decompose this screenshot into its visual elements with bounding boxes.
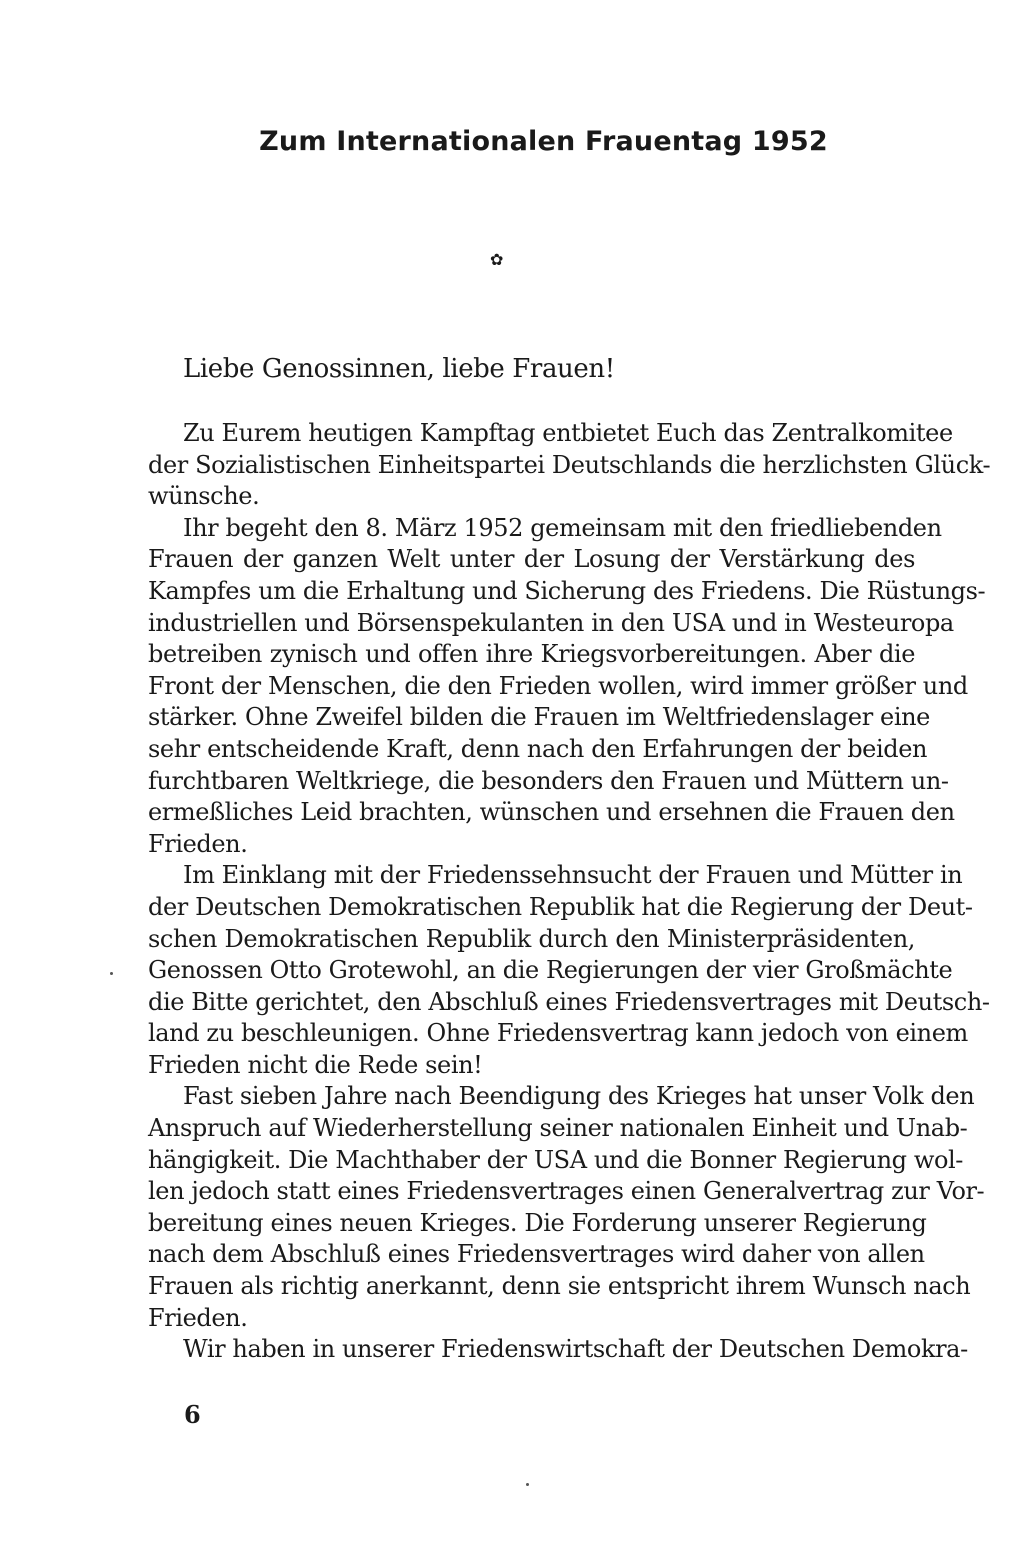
text-line: Genossen Otto Grotewohl, an die Regierungen der vier Großmächte <box>148 956 953 985</box>
text-line: Front der Menschen, die den Frieden wollen, wird immer größer und <box>148 671 968 700</box>
text-line: der Sozialistischen Einheitspartei Deutschlands die herzlichsten Glück- <box>148 450 991 479</box>
text-line: Frieden nicht die Rede sein! <box>148 1050 483 1079</box>
text-line: der Deutschen Demokratischen Republik hat die Regierung der Deut- <box>148 892 973 921</box>
paragraph <box>148 418 991 513</box>
print-speck <box>110 972 113 975</box>
text-line: Ihr begeht den 8. März 1952 gemeinsam mit den friedliebenden <box>183 513 942 542</box>
paragraph <box>148 513 986 861</box>
text-line: furchtbaren Weltkriege, die besonders den Frauen und Müttern un- <box>148 766 949 795</box>
paragraph <box>148 860 990 1081</box>
text-line: ermeßliches Leid brachten, wünschen und ersehnen die Frauen den <box>148 798 955 827</box>
text-line: stärker. Ohne Zweifel bilden die Frauen im Weltfriedenslager eine <box>148 703 930 732</box>
text-line: Fast sieben Jahre nach Beendigung des Krieges hat unser Volk den <box>183 1082 975 1111</box>
flower-ornament-icon: ✿ <box>490 250 504 269</box>
text-line: Wir haben in unserer Friedenswirtschaft der Deutschen Demokra- <box>183 1335 968 1364</box>
text-line: hängigkeit. Die Machthaber der USA und die Bonner Regierung wol- <box>148 1145 964 1174</box>
text-line: schen Demokratischen Republik durch den Ministerpräsidenten, <box>148 924 915 953</box>
text-line: Zu Eurem heutigen Kampftag entbietet Euch das Zentralkomitee <box>183 419 953 447</box>
text-line: betreiben zynisch und offen ihre Kriegsvorbereitungen. Aber die <box>148 640 915 669</box>
text-line: Frieden. <box>148 1303 248 1332</box>
page-number: 6 <box>184 1400 201 1429</box>
text-line: bereitung eines neuen Krieges. Die Forderung unserer Regierung <box>148 1208 927 1237</box>
salutation: Liebe Genossinnen, liebe Frauen! <box>183 354 615 384</box>
text-line: industriellen und Börsenspekulanten in den USA und in Westeuropa <box>148 608 954 637</box>
paragraph <box>148 1081 985 1334</box>
text-line: len jedoch statt eines Friedensvertrages einen Generalvertrag zur Vor- <box>148 1177 985 1206</box>
text-line: Im Einklang mit der Friedenssehnsucht der Frauen und Mütter in <box>183 861 963 890</box>
text-line: Frauen der ganzen Welt unter der Losung der Verstärkung des <box>148 545 915 574</box>
print-speck <box>526 1483 529 1486</box>
text-line: nach dem Abschluß eines Friedensvertrages wird daher von allen <box>148 1240 925 1269</box>
document-title: Zum Internationalen Frauentag 1952 <box>259 126 828 157</box>
text-line: Kampfes um die Erhaltung und Sicherung des Friedens. Die Rüstungs- <box>148 576 986 605</box>
paragraph <box>148 1334 968 1366</box>
text-line: Frieden. <box>148 829 248 858</box>
text-line: land zu beschleunigen. Ohne Friedensvertrag kann jedoch von einem <box>148 1019 968 1048</box>
body-text <box>148 418 991 1366</box>
text-line: sehr entscheidende Kraft, denn nach den Erfahrungen der beiden <box>148 734 928 763</box>
text-line: Anspruch auf Wiederherstellung seiner nationalen Einheit und Unab- <box>148 1114 968 1143</box>
text-line: wünsche. <box>148 482 260 511</box>
text-line: Frauen als richtig anerkannt, denn sie entspricht ihrem Wunsch nach <box>148 1272 971 1301</box>
text-line: die Bitte gerichtet, den Abschluß eines Friedensvertrages mit Deutsch- <box>148 987 990 1016</box>
